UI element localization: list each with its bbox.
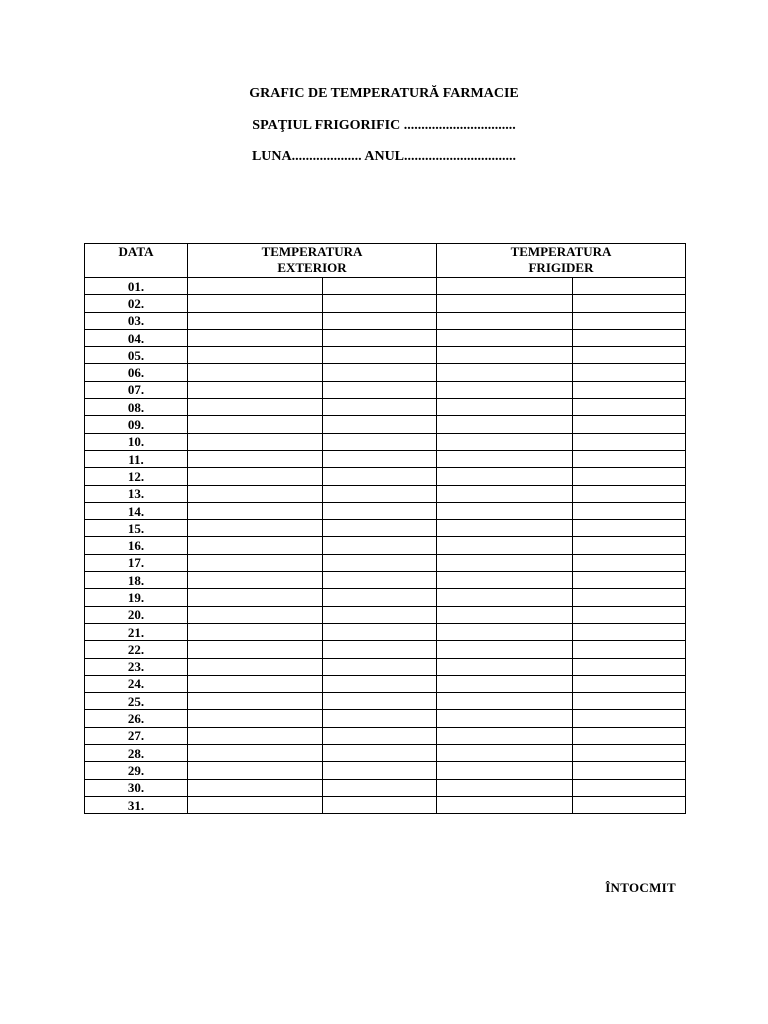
fridge-reading-2-cell[interactable] [573,502,686,519]
fridge-reading-1-cell[interactable] [437,779,573,796]
day-cell: 29. [85,762,188,779]
day-cell: 27. [85,727,188,744]
exterior-reading-1-cell[interactable] [188,762,323,779]
month-year-line: LUNA.................... ANUL................................ [251,149,517,164]
fridge-reading-1-cell[interactable] [437,589,573,606]
fridge-reading-1-cell[interactable] [437,433,573,450]
exterior-reading-2-cell[interactable] [323,658,437,675]
fridge-reading-2-cell[interactable] [573,623,686,640]
table-row [85,623,686,640]
exterior-reading-2-cell[interactable] [323,502,437,519]
fridge-reading-1-cell[interactable] [437,745,573,762]
fridge-reading-1-cell[interactable] [437,572,573,589]
fridge-reading-1-cell[interactable] [437,347,573,364]
exterior-reading-1-cell[interactable] [188,416,323,433]
exterior-reading-2-cell[interactable] [323,485,437,502]
table-row [85,312,686,329]
day-cell: 01. [85,278,188,295]
exterior-reading-2-cell[interactable] [323,745,437,762]
table-row [85,433,686,450]
exterior-reading-1-cell[interactable] [188,485,323,502]
table-row [85,745,686,762]
fridge-reading-2-cell[interactable] [573,278,686,295]
day-cell: 10. [85,433,188,450]
header-exterior-line1: TEMPERATURA [261,244,363,259]
fridge-reading-2-cell[interactable] [573,381,686,398]
exterior-reading-1-cell[interactable] [188,278,323,295]
fridge-reading-1-cell[interactable] [437,329,573,346]
day-cell: 17. [85,554,188,571]
table-header-row [85,244,686,278]
exterior-reading-1-cell[interactable] [188,381,323,398]
exterior-reading-2-cell[interactable] [323,554,437,571]
header-date: DATA [85,244,188,278]
fridge-reading-1-cell[interactable] [437,796,573,813]
table-row [85,450,686,467]
exterior-reading-2-cell[interactable] [323,606,437,623]
day-cell: 21. [85,623,188,640]
table-row [85,554,686,571]
fridge-reading-1-cell[interactable] [437,295,573,312]
fridge-reading-2-cell[interactable] [573,295,686,312]
exterior-reading-1-cell[interactable] [188,295,323,312]
day-cell: 25. [85,693,188,710]
table-body [85,278,686,814]
exterior-reading-1-cell[interactable] [188,312,323,329]
exterior-reading-1-cell[interactable] [188,572,323,589]
table-row [85,675,686,692]
fridge-reading-2-cell[interactable] [573,727,686,744]
fridge-reading-2-cell[interactable] [573,762,686,779]
exterior-reading-1-cell[interactable] [188,537,323,554]
day-cell: 18. [85,572,188,589]
exterior-reading-1-cell[interactable] [188,450,323,467]
table-row [85,710,686,727]
table-row [85,278,686,295]
exterior-reading-1-cell[interactable] [188,399,323,416]
fridge-reading-2-cell[interactable] [573,433,686,450]
fridge-reading-1-cell[interactable] [437,520,573,537]
day-cell: 30. [85,779,188,796]
exterior-reading-2-cell[interactable] [323,779,437,796]
fridge-reading-1-cell[interactable] [437,693,573,710]
exterior-reading-1-cell[interactable] [188,589,323,606]
day-cell: 26. [85,710,188,727]
exterior-reading-2-cell[interactable] [323,433,437,450]
table-row [85,641,686,658]
fridge-reading-1-cell[interactable] [437,710,573,727]
table-row [85,416,686,433]
exterior-reading-1-cell[interactable] [188,727,323,744]
day-cell: 06. [85,364,188,381]
exterior-reading-2-cell[interactable] [323,589,437,606]
table-row [85,502,686,519]
fridge-reading-1-cell[interactable] [437,450,573,467]
fridge-reading-2-cell[interactable] [573,745,686,762]
fridge-reading-2-cell[interactable] [573,312,686,329]
exterior-reading-2-cell[interactable] [323,295,437,312]
exterior-reading-1-cell[interactable] [188,796,323,813]
exterior-reading-1-cell[interactable] [188,433,323,450]
day-cell: 09. [85,416,188,433]
exterior-reading-2-cell[interactable] [323,710,437,727]
table-row [85,572,686,589]
fridge-reading-1-cell[interactable] [437,364,573,381]
fridge-reading-2-cell[interactable] [573,347,686,364]
exterior-reading-2-cell[interactable] [323,416,437,433]
exterior-reading-1-cell[interactable] [188,623,323,640]
fridge-reading-1-cell[interactable] [437,554,573,571]
fridge-reading-2-cell[interactable] [573,537,686,554]
fridge-reading-1-cell[interactable] [437,468,573,485]
exterior-reading-2-cell[interactable] [323,520,437,537]
exterior-reading-2-cell[interactable] [323,468,437,485]
table-row [85,589,686,606]
day-cell: 11. [85,450,188,467]
day-cell: 20. [85,606,188,623]
fridge-reading-1-cell[interactable] [437,658,573,675]
fridge-reading-2-cell[interactable] [573,658,686,675]
fridge-reading-2-cell[interactable] [573,572,686,589]
fridge-reading-1-cell[interactable] [437,606,573,623]
exterior-reading-1-cell[interactable] [188,658,323,675]
fridge-reading-2-cell[interactable] [573,675,686,692]
exterior-reading-1-cell[interactable] [188,468,323,485]
table-row [85,295,686,312]
cold-space-line: SPAŢIUL FRIGORIFIC ................................ [252,118,516,133]
fridge-reading-1-cell[interactable] [437,675,573,692]
table-row [85,468,686,485]
exterior-reading-1-cell[interactable] [188,710,323,727]
day-cell: 23. [85,658,188,675]
table-row [85,364,686,381]
day-cell: 05. [85,347,188,364]
fridge-reading-1-cell[interactable] [437,502,573,519]
table-row [85,381,686,398]
table-row [85,762,686,779]
fridge-reading-2-cell[interactable] [573,450,686,467]
day-cell: 31. [85,796,188,813]
exterior-reading-2-cell[interactable] [323,572,437,589]
table-row [85,399,686,416]
document-title: GRAFIC DE TEMPERATURĂ FARMACIE [249,86,519,101]
exterior-reading-1-cell[interactable] [188,502,323,519]
fridge-reading-2-cell[interactable] [573,364,686,381]
header-exterior-temperature [188,244,437,278]
day-cell: 08. [85,399,188,416]
exterior-reading-1-cell[interactable] [188,554,323,571]
fridge-reading-2-cell[interactable] [573,554,686,571]
exterior-reading-1-cell[interactable] [188,329,323,346]
exterior-reading-2-cell[interactable] [323,347,437,364]
fridge-reading-2-cell[interactable] [573,399,686,416]
header-exterior-line2: EXTERIOR [277,260,347,275]
fridge-reading-2-cell[interactable] [573,641,686,658]
table-row [85,658,686,675]
signature-label: ÎNTOCMIT [605,880,676,895]
exterior-reading-2-cell[interactable] [323,796,437,813]
header-fridge-line2: FRIGIDER [528,260,594,275]
fridge-reading-1-cell[interactable] [437,381,573,398]
table-row [85,537,686,554]
exterior-reading-2-cell[interactable] [323,364,437,381]
fridge-reading-2-cell[interactable] [573,520,686,537]
fridge-reading-1-cell[interactable] [437,762,573,779]
exterior-reading-2-cell[interactable] [323,399,437,416]
fridge-reading-1-cell[interactable] [437,537,573,554]
header-fridge-line1: TEMPERATURA [510,244,612,259]
exterior-reading-2-cell[interactable] [323,381,437,398]
fridge-reading-2-cell[interactable] [573,416,686,433]
exterior-reading-2-cell[interactable] [323,537,437,554]
table-row [85,796,686,813]
day-cell: 28. [85,745,188,762]
exterior-reading-1-cell[interactable] [188,606,323,623]
table-row [85,347,686,364]
day-cell: 19. [85,589,188,606]
day-cell: 12. [85,468,188,485]
day-cell: 02. [85,295,188,312]
fridge-reading-1-cell[interactable] [437,399,573,416]
table-row [85,329,686,346]
fridge-reading-1-cell[interactable] [437,312,573,329]
exterior-reading-1-cell[interactable] [188,520,323,537]
fridge-reading-1-cell[interactable] [437,485,573,502]
day-cell: 03. [85,312,188,329]
day-cell: 22. [85,641,188,658]
exterior-reading-2-cell[interactable] [323,641,437,658]
table-row [85,779,686,796]
exterior-reading-2-cell[interactable] [323,762,437,779]
fridge-reading-1-cell[interactable] [437,416,573,433]
day-cell: 15. [85,520,188,537]
table-row [85,693,686,710]
header-fridge-temperature [437,244,686,278]
day-cell: 14. [85,502,188,519]
table-row [85,727,686,744]
exterior-reading-1-cell[interactable] [188,347,323,364]
exterior-reading-2-cell[interactable] [323,450,437,467]
day-cell: 04. [85,329,188,346]
exterior-reading-1-cell[interactable] [188,693,323,710]
fridge-reading-2-cell[interactable] [573,329,686,346]
table-row [85,606,686,623]
fridge-reading-2-cell[interactable] [573,589,686,606]
exterior-reading-2-cell[interactable] [323,675,437,692]
fridge-reading-2-cell[interactable] [573,779,686,796]
exterior-reading-1-cell[interactable] [188,364,323,381]
table-row [85,485,686,502]
fridge-reading-2-cell[interactable] [573,606,686,623]
exterior-reading-2-cell[interactable] [323,278,437,295]
fridge-reading-2-cell[interactable] [573,710,686,727]
exterior-reading-2-cell[interactable] [323,312,437,329]
day-cell: 24. [85,675,188,692]
exterior-reading-1-cell[interactable] [188,745,323,762]
exterior-reading-1-cell[interactable] [188,675,323,692]
exterior-reading-1-cell[interactable] [188,641,323,658]
day-cell: 13. [85,485,188,502]
exterior-reading-2-cell[interactable] [323,329,437,346]
fridge-reading-2-cell[interactable] [573,693,686,710]
exterior-reading-2-cell[interactable] [323,727,437,744]
exterior-reading-1-cell[interactable] [188,779,323,796]
fridge-reading-2-cell[interactable] [573,796,686,813]
fridge-reading-1-cell[interactable] [437,623,573,640]
table-row [85,520,686,537]
day-cell: 16. [85,537,188,554]
fridge-reading-1-cell[interactable] [437,278,573,295]
fridge-reading-2-cell[interactable] [573,468,686,485]
exterior-reading-2-cell[interactable] [323,693,437,710]
fridge-reading-1-cell[interactable] [437,727,573,744]
fridge-reading-1-cell[interactable] [437,641,573,658]
temperature-table [84,243,686,814]
day-cell: 07. [85,381,188,398]
exterior-reading-2-cell[interactable] [323,623,437,640]
fridge-reading-2-cell[interactable] [573,485,686,502]
